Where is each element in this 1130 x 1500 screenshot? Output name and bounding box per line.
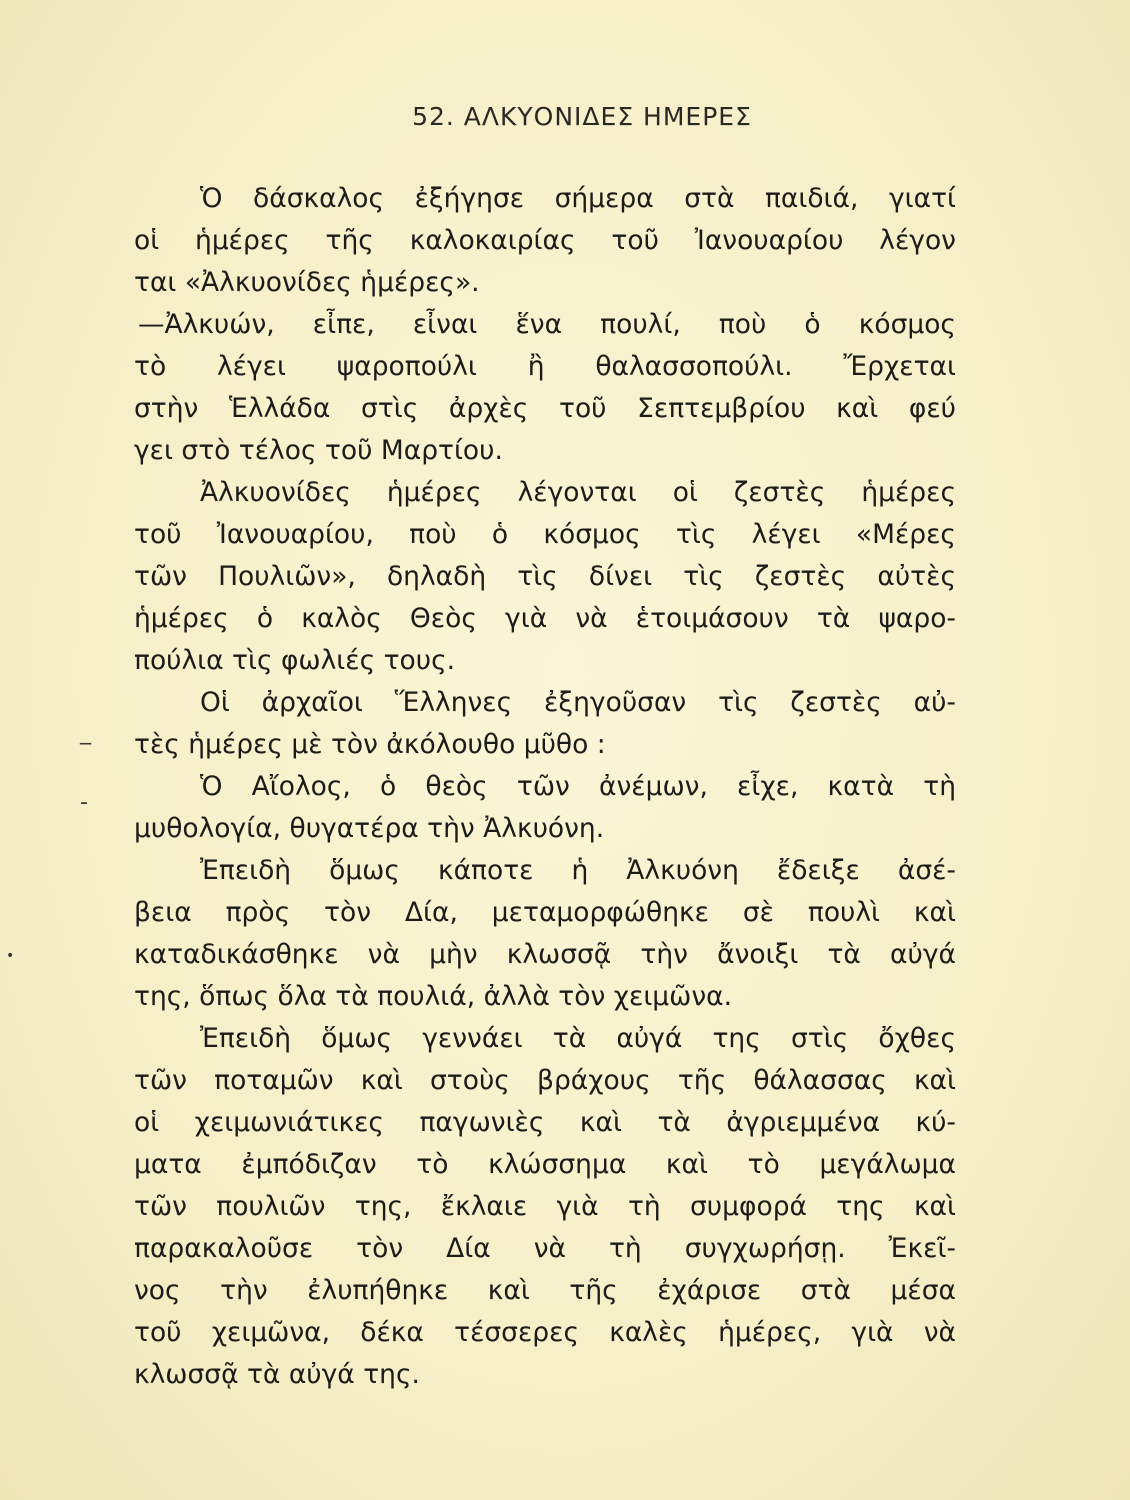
text-line: πούλια τὶς φωλιές τους. (134, 645, 456, 676)
text-line: Ἀλκυονίδες ἡμέρες λέγονται οἱ ζεστὲς ἡμέρες (200, 477, 956, 508)
text-line: οἱ ἡμέρες τῆς καλοκαιρίας τοῦ Ἰανουαρίου λέγον (134, 225, 956, 256)
text-line: μυθολογία, θυγατέρα τὴν Ἀλκυόνη. (134, 813, 605, 844)
text-line: τὸ λέγει ψαροπούλι ἢ θαλασσοπούλι. Ἔρχεται (134, 351, 956, 382)
text-line: οἱ χειμωνιάτικες παγωνιὲς καὶ τὰ ἀγριεμμένα κύ- (134, 1107, 956, 1138)
text-line: τὲς ἡμέρες μὲ τὸν ἀκόλουθο μῦθο : (134, 729, 606, 760)
page-heading: 52. ΑΛΚΥΟΝΙΔΕΣ ΗΜΕΡΕΣ (412, 102, 752, 131)
text-line: παρακαλοῦσε τὸν Δία νὰ τὴ συγχωρήσῃ. Ἐκεῖ- (134, 1233, 956, 1264)
text-line: —Ἀλκυών, εἶπε, εἶναι ἕνα πουλί, ποὺ ὁ κόσμος (138, 309, 956, 340)
text-line: τοῦ χειμῶνα, δέκα τέσσερες καλὲς ἡμέρες, γιὰ νὰ (134, 1317, 956, 1348)
text-line: Ὁ δάσκαλος ἐξήγησε σήμερα στὰ παιδιά, γιατί (200, 183, 956, 214)
text-line: καταδικάσθηκε νὰ μὴν κλωσσᾷ τὴν ἄνοιξι τὰ αὐγά (134, 939, 956, 970)
margin-mark: - (80, 790, 88, 815)
text-line: στὴν Ἑλλάδα στὶς ἀρχὲς τοῦ Σεπτεμβρίου καὶ φεύ (134, 393, 956, 424)
text-line: γει στὸ τέλος τοῦ Μαρτίου. (134, 435, 503, 466)
text-line: βεια πρὸς τὸν Δία, μεταμορφώθηκε σὲ πουλὶ καὶ (134, 897, 956, 928)
text-line: Ἐπειδὴ ὅμως γεννάει τὰ αὐγά της στὶς ὄχθες (200, 1023, 956, 1054)
text-line: ἡμέρες ὁ καλὸς Θεὸς γιὰ νὰ ἑτοιμάσουν τὰ ψαρο- (134, 603, 956, 634)
text-line: τοῦ Ἰανουαρίου, ποὺ ὁ κόσμος τὶς λέγει «Μέρες (134, 519, 956, 550)
text-line: τῶν Πουλιῶν», δηλαδὴ τὶς δίνει τὶς ζεστὲς αὐτὲς (134, 561, 956, 592)
text-line: της, ὅπως ὅλα τὰ πουλιά, ἀλλὰ τὸν χειμῶνα. (134, 981, 733, 1012)
text-line: Οἱ ἀρχαῖοι Ἕλληνες ἐξηγοῦσαν τὶς ζεστὲς αὐ- (200, 687, 956, 718)
text-line: Ὁ Αἴολος, ὁ θεὸς τῶν ἀνέμων, εἶχε, κατὰ τὴ (200, 771, 956, 802)
margin-mark: _ (80, 720, 91, 745)
text-line: κλωσσᾷ τὰ αὐγά της. (134, 1359, 420, 1390)
text-line: τῶν πουλιῶν της, ἔκλαιε γιὰ τὴ συμφορά της καὶ (134, 1191, 956, 1222)
page-body (134, 178, 956, 1396)
text-line: τῶν ποταμῶν καὶ στοὺς βράχους τῆς θάλασσας καὶ (134, 1065, 956, 1096)
margin-mark: • (6, 948, 15, 964)
text-line: Ἐπειδὴ ὅμως κάποτε ἡ Ἀλκυόνη ἔδειξε ἀσέ- (200, 855, 956, 886)
text-line: ματα ἐμπόδιζαν τὸ κλώσσημα καὶ τὸ μεγάλωμα (134, 1149, 956, 1180)
text-line: νος τὴν ἐλυπήθηκε καὶ τῆς ἐχάρισε στὰ μέσα (134, 1275, 956, 1306)
text-line: ται «Ἀλκυονίδες ἡμέρες». (134, 267, 480, 298)
